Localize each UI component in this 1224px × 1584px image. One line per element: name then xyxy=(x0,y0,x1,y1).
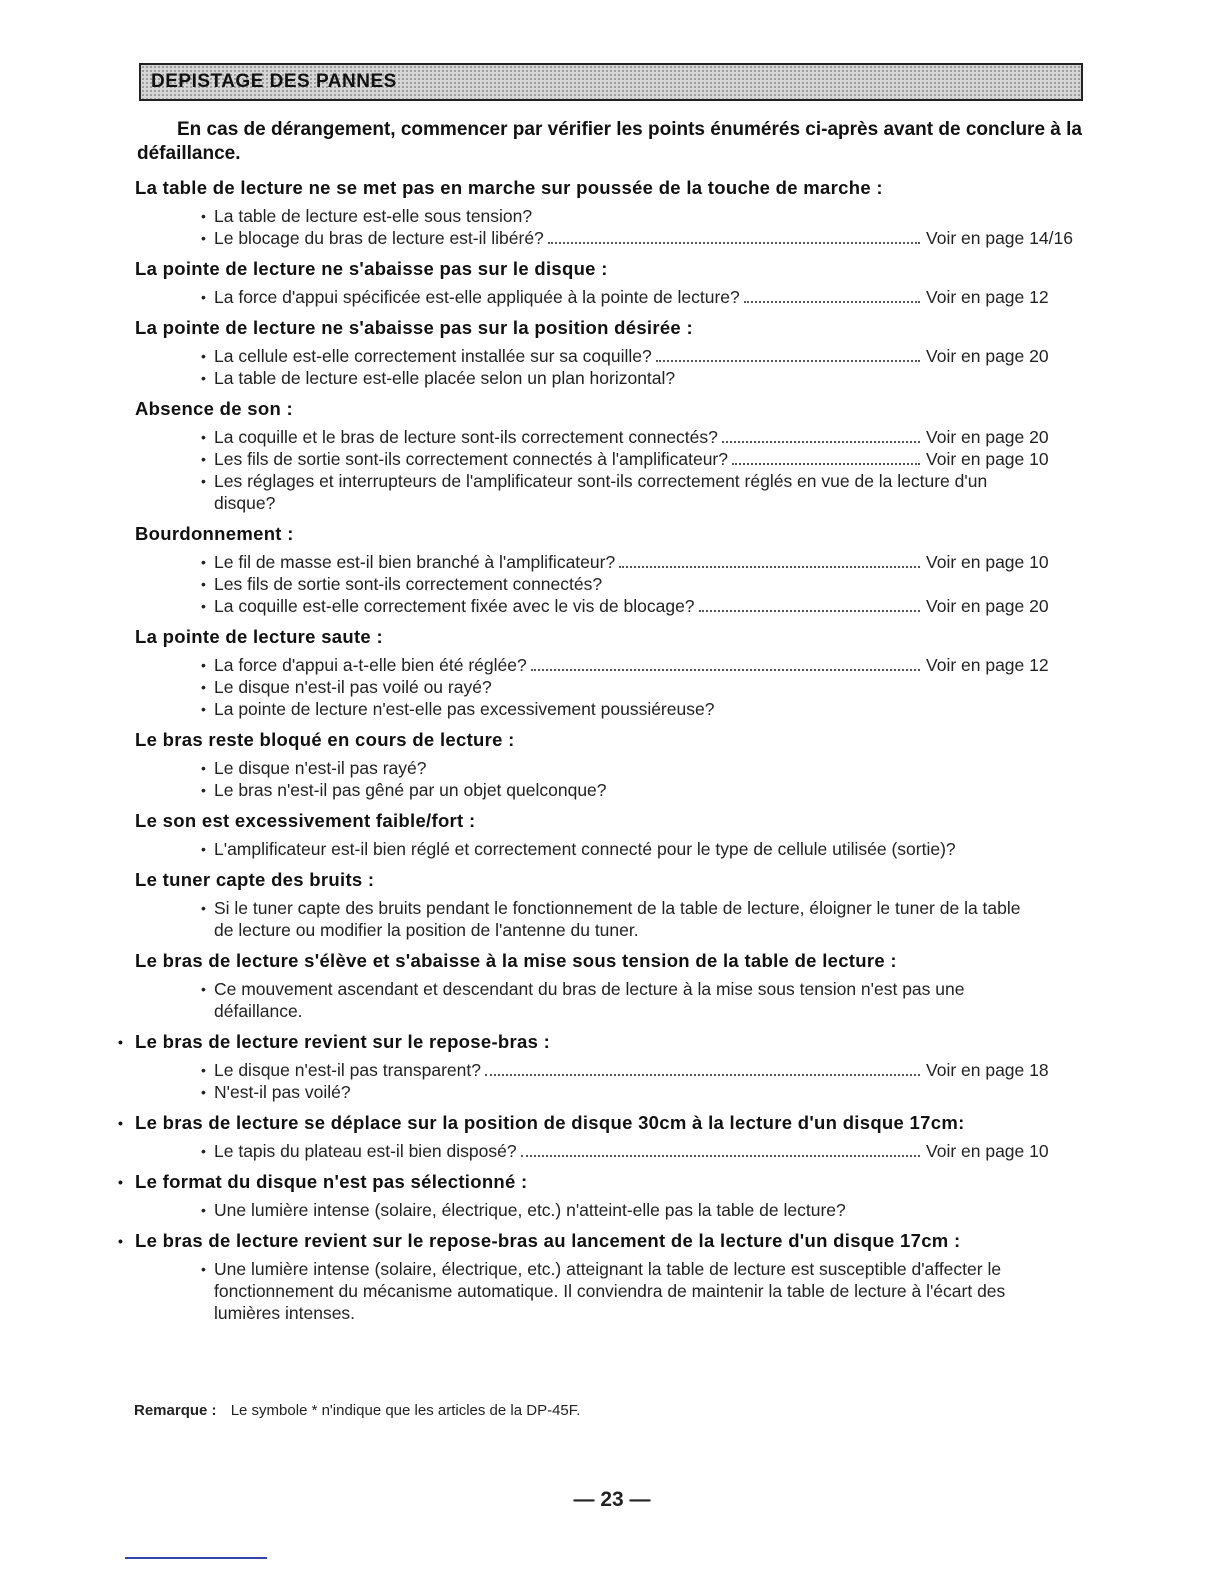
check-item-text: La table de lecture est-elle placée selon un plan horizontal? xyxy=(214,368,676,388)
troubleshooting-section xyxy=(112,625,1092,720)
bullet-icon: • xyxy=(201,841,206,857)
bullet-icon: • xyxy=(201,348,206,364)
bullet-icon: • xyxy=(201,1062,206,1078)
check-item-text: Le disque n'est-il pas voilé ou rayé? xyxy=(214,677,492,697)
symptom-heading-text: La table de lecture ne se met pas en marche sur poussée de la touche de marche : xyxy=(135,177,883,198)
bullet-icon: • xyxy=(201,701,206,717)
troubleshooting-section xyxy=(112,868,1092,941)
check-item-text: La pointe de lecture n'est-elle pas excessivement poussiéreuse? xyxy=(214,699,715,719)
symptom-heading xyxy=(112,257,1092,281)
check-item-text: Le disque n'est-il pas rayé? xyxy=(214,758,427,778)
check-item-text: Une lumière intense (solaire, électrique, etc.) n'atteint-elle pas la table de lecture? xyxy=(214,1200,846,1220)
symptom-heading xyxy=(112,176,1092,200)
check-item xyxy=(112,367,1092,389)
symptom-heading-text: Le bras de lecture s'élève et s'abaisse à la mise sous tension de la table de lecture : xyxy=(135,950,897,971)
bullet-icon: • xyxy=(201,576,206,592)
page-number: — 23 — xyxy=(573,1488,651,1511)
symptom-heading-text: Le format du disque n'est pas sélectionné : xyxy=(135,1171,528,1192)
page-reference: Voir en page 10 xyxy=(926,449,1049,469)
check-item-text: Une lumière intense (solaire, électrique, etc.) atteignant la table de lecture est susceptible d'affecter le fonctionnement du mécanisme automatique. Il conviendra de maintenir la table de lecture à l'écart des lumières intenses. xyxy=(214,1259,1006,1323)
dot-leader xyxy=(531,669,920,671)
check-item-text: Si le tuner capte des bruits pendant le fonctionnement de la table de lecture, éloigner le tuner de la table de lecture ou modifier la position de l'antenne du tuner. xyxy=(214,898,1021,940)
check-item-text: N'est-il pas voilé? xyxy=(214,1082,351,1102)
symptom-heading-text: La pointe de lecture ne s'abaisse pas sur la position désirée : xyxy=(135,317,693,338)
check-item xyxy=(112,345,1092,367)
symptom-heading-text: Le bras reste bloqué en cours de lecture : xyxy=(135,729,515,750)
check-item xyxy=(112,676,1092,698)
check-item xyxy=(112,470,1092,514)
troubleshooting-section xyxy=(112,397,1092,514)
check-item xyxy=(112,897,1092,941)
troubleshooting-section xyxy=(112,257,1092,308)
bullet-icon: • xyxy=(201,657,206,673)
bullet-icon: • xyxy=(201,782,206,798)
check-item xyxy=(112,1081,1092,1103)
symptom-heading xyxy=(112,1030,1092,1054)
bullet-icon: • xyxy=(201,1261,206,1277)
check-item-text: Les fils de sortie sont-ils correctement connectés? xyxy=(214,574,603,594)
intro-paragraph: En cas de dérangement, commencer par vérifier les points énumérés ci-après avant de conclure à la défaillance. xyxy=(137,119,1082,164)
check-item xyxy=(112,757,1092,779)
dot-leader xyxy=(619,566,920,568)
symptom-heading xyxy=(112,1111,1092,1135)
footer-rule xyxy=(125,1557,267,1559)
bullet-icon: • xyxy=(201,900,206,916)
check-item xyxy=(112,205,1092,227)
bullet-icon: • xyxy=(201,230,206,246)
symptom-heading-text: Absence de son : xyxy=(135,398,293,419)
bullet-icon: • xyxy=(201,473,206,489)
symptom-heading xyxy=(112,868,1092,892)
symptom-heading-text: Le son est excessivement faible/fort : xyxy=(135,810,476,831)
bullet-icon: • xyxy=(201,451,206,467)
bullet-icon: • xyxy=(201,554,206,570)
page-reference: Voir en page 14/16 xyxy=(926,228,1073,248)
dot-leader xyxy=(548,242,920,244)
check-item xyxy=(112,227,1092,249)
page-reference: Voir en page 10 xyxy=(926,1141,1049,1161)
check-item xyxy=(112,448,1092,470)
check-item xyxy=(112,1140,1092,1162)
remark-label: Remarque : xyxy=(134,1402,217,1419)
check-item-text: Les réglages et interrupteurs de l'amplificateur sont-ils correctement réglés en vue de la lecture d'un disque? xyxy=(214,471,988,513)
bullet-icon: • xyxy=(201,981,206,997)
symptom-heading-text: Le bras de lecture se déplace sur la position de disque 30cm à la lecture d'un disque 17cm: xyxy=(135,1112,965,1133)
check-item-text: Ce mouvement ascendant et descendant du bras de lecture à la mise sous tension n'est pas une défaillance. xyxy=(214,979,965,1021)
check-item-text: Le bras n'est-il pas gêné par un objet quelconque? xyxy=(214,780,607,800)
troubleshooting-section xyxy=(112,949,1092,1022)
page-reference: Voir en page 20 xyxy=(926,427,1049,447)
troubleshooting-section xyxy=(112,176,1092,249)
symptom-heading xyxy=(112,1170,1092,1194)
dot-leader xyxy=(521,1155,920,1157)
bullet-icon: • xyxy=(201,208,206,224)
page-reference: Voir en page 10 xyxy=(926,552,1049,572)
symptom-heading xyxy=(112,809,1092,833)
bullet-icon: • xyxy=(201,429,206,445)
bullet-icon: • xyxy=(201,1143,206,1159)
bullet-icon: • xyxy=(201,1202,206,1218)
check-item-text: Le tapis du plateau est-il bien disposé? xyxy=(214,1141,517,1161)
bullet-icon: • xyxy=(201,1084,206,1100)
check-item xyxy=(112,1258,1092,1324)
check-item xyxy=(112,1199,1092,1221)
troubleshooting-section xyxy=(112,316,1092,389)
check-item-text: La force d'appui a-t-elle bien été réglée? xyxy=(214,655,527,675)
check-item xyxy=(112,573,1092,595)
symptom-heading xyxy=(112,397,1092,421)
check-item-text: Les fils de sortie sont-ils correctement connectés à l'amplificateur? xyxy=(214,449,728,469)
troubleshooting-list xyxy=(112,176,1092,1332)
troubleshooting-section xyxy=(112,728,1092,801)
troubleshooting-section xyxy=(112,1111,1092,1162)
symptom-heading xyxy=(112,316,1092,340)
check-item-text: L'amplificateur est-il bien réglé et correctement connecté pour le type de cellule utilisée (sortie)? xyxy=(214,839,956,859)
page-reference: Voir en page 20 xyxy=(926,596,1049,616)
model-marker-icon: • xyxy=(118,1115,124,1131)
page-title: DEPISTAGE DES PANNES xyxy=(151,71,397,92)
symptom-heading-text: Le bras de lecture revient sur le repose-bras au lancement de la lecture d'un disque 17cm : xyxy=(135,1230,961,1251)
symptom-heading-text: La pointe de lecture saute : xyxy=(135,626,383,647)
dot-leader xyxy=(744,301,920,303)
check-item xyxy=(112,551,1092,573)
dot-leader xyxy=(732,463,920,465)
symptom-heading xyxy=(112,522,1092,546)
check-item-text: La cellule est-elle correctement installée sur sa coquille? xyxy=(214,346,652,366)
page-reference: Voir en page 12 xyxy=(926,287,1049,307)
check-item xyxy=(112,654,1092,676)
check-item xyxy=(112,838,1092,860)
bullet-icon: • xyxy=(201,370,206,386)
bullet-icon: • xyxy=(201,289,206,305)
model-marker-icon: • xyxy=(118,1233,124,1249)
check-item-text: Le disque n'est-il pas transparent? xyxy=(214,1060,481,1080)
symptom-heading-text: Le tuner capte des bruits : xyxy=(135,869,375,890)
check-item xyxy=(112,779,1092,801)
check-item-text: Le fil de masse est-il bien branché à l'amplificateur? xyxy=(214,552,616,572)
symptom-heading-text: Bourdonnement : xyxy=(135,523,294,544)
troubleshooting-section xyxy=(112,1229,1092,1324)
symptom-heading-text: Le bras de lecture revient sur le repose-bras : xyxy=(135,1031,551,1052)
symptom-heading xyxy=(112,728,1092,752)
remark-text: Le symbole * n'indique que les articles de la DP-45F. xyxy=(230,1402,581,1419)
page-reference: Voir en page 18 xyxy=(926,1060,1049,1080)
bullet-icon: • xyxy=(201,679,206,695)
symptom-heading xyxy=(112,949,1092,973)
troubleshooting-section xyxy=(112,1030,1092,1103)
symptom-heading-text: La pointe de lecture ne s'abaisse pas sur le disque : xyxy=(135,258,608,279)
check-item-text: La table de lecture est-elle sous tension? xyxy=(214,206,533,226)
check-item-text: La force d'appui spécificée est-elle appliquée à la pointe de lecture? xyxy=(214,287,740,307)
check-item xyxy=(112,698,1092,720)
troubleshooting-section xyxy=(112,522,1092,617)
dot-leader xyxy=(656,360,920,362)
dot-leader xyxy=(699,610,920,612)
check-item-text: Le blocage du bras de lecture est-il libéré? xyxy=(214,228,544,248)
model-marker-icon: • xyxy=(118,1174,124,1190)
section-header-bar xyxy=(139,63,1083,101)
page-reference: Voir en page 20 xyxy=(926,346,1049,366)
check-item xyxy=(112,426,1092,448)
troubleshooting-section xyxy=(112,809,1092,860)
check-item xyxy=(112,978,1092,1022)
bullet-icon: • xyxy=(201,760,206,776)
check-item xyxy=(112,595,1092,617)
symptom-heading xyxy=(112,625,1092,649)
check-item-text: La coquille et le bras de lecture sont-ils correctement connectés? xyxy=(214,427,718,447)
troubleshooting-section xyxy=(112,1170,1092,1221)
check-item xyxy=(112,1059,1092,1081)
dot-leader xyxy=(485,1074,920,1076)
check-item xyxy=(112,286,1092,308)
bullet-icon: • xyxy=(201,598,206,614)
check-item-text: La coquille est-elle correctement fixée avec le vis de blocage? xyxy=(214,596,695,616)
symptom-heading xyxy=(112,1229,1092,1253)
dot-leader xyxy=(722,441,920,443)
remark xyxy=(134,1402,580,1419)
model-marker-icon: • xyxy=(118,1034,124,1050)
page-reference: Voir en page 12 xyxy=(926,655,1049,675)
